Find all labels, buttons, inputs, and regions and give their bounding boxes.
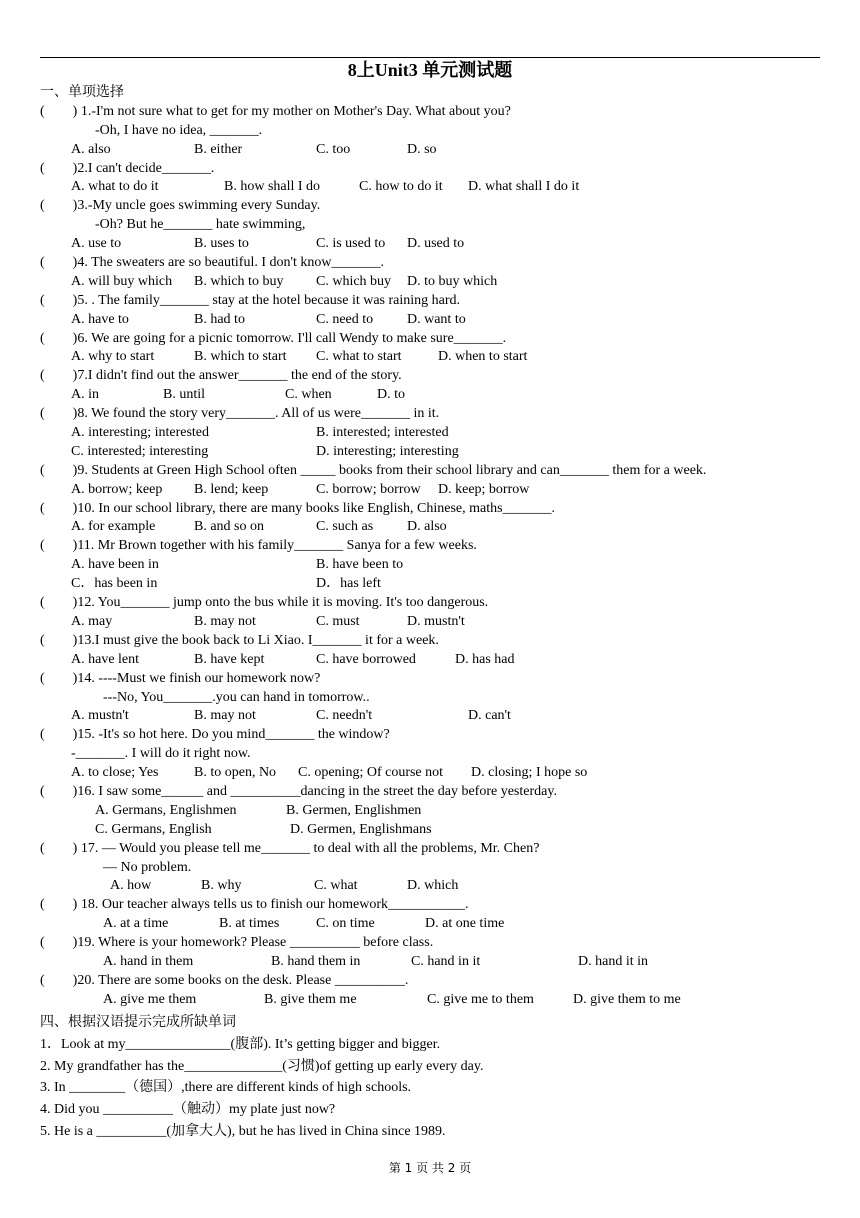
option: D. which — [407, 878, 459, 894]
option: C. need to — [316, 311, 374, 327]
question-text: ( )7.I didn't find out the answer_______ the end of the story. — [40, 368, 402, 384]
option: B. and so on — [194, 519, 264, 535]
option: C. what — [314, 878, 358, 894]
page-footer: 第 1 页 共 2 页 — [388, 1161, 472, 1175]
question-row — [0, 405, 860, 424]
question-row — [0, 859, 860, 878]
option: A. also — [71, 141, 111, 157]
question-row — [0, 726, 860, 745]
fill-item — [0, 1056, 860, 1078]
option: B. give them me — [264, 991, 357, 1007]
option: C. which buy — [316, 273, 392, 289]
option: A. use to — [71, 236, 122, 252]
fill-in-section — [0, 1012, 860, 1143]
question-row — [0, 292, 860, 311]
question-row — [0, 537, 860, 556]
question-text: ( )14. ----Must we finish our homework now? — [40, 670, 321, 686]
option: C. when — [285, 387, 332, 403]
fill-item — [0, 1121, 860, 1143]
option: A. give me them — [103, 991, 197, 1007]
options-row — [0, 481, 860, 500]
question-row — [0, 197, 860, 216]
question-row — [0, 216, 860, 235]
option: C. what to start — [316, 349, 402, 365]
question-text: -Oh, I have no idea, _______. — [95, 122, 263, 138]
option: D. has had — [455, 651, 515, 667]
question-row — [0, 367, 860, 386]
fill-text: 4. Did you __________（触动）my plate just now? — [40, 1102, 336, 1118]
question-text: ( )9. Students at Green High School often _____ books from their school library and can_______ them for a week. — [40, 462, 707, 478]
question-row — [0, 160, 860, 179]
option: D. keep; borrow — [438, 481, 530, 497]
option: C. opening; Of course not — [298, 765, 444, 781]
option: D. so — [407, 141, 437, 157]
question-text: — No problem. — [103, 859, 192, 875]
question-text: ( )8. We found the story very_______. All of us were_______ in it. — [40, 406, 440, 422]
option: A. what to do it — [71, 179, 159, 195]
options-row — [0, 443, 860, 462]
question-text: ( ) 17. — Would you please tell me_______ to deal with all the problems, Mr. Chen? — [40, 840, 540, 856]
option: D. used to — [407, 236, 465, 252]
option: C. how to do it — [359, 179, 443, 195]
question-row — [0, 103, 860, 122]
option: D. want to — [407, 311, 466, 327]
option: A. in — [71, 387, 99, 403]
option: B. which to start — [194, 349, 287, 365]
question-row — [0, 670, 860, 689]
option: C. needn't — [316, 708, 373, 724]
fill-item — [0, 1034, 860, 1056]
option: B. interested; interested — [316, 425, 449, 441]
option: D. what shall I do it — [468, 179, 580, 195]
option: C. have borrowed — [316, 651, 416, 667]
option: B. at times — [219, 916, 280, 932]
option: C. too — [316, 141, 351, 157]
option: A. to close; Yes — [71, 765, 159, 781]
question-row — [0, 122, 860, 141]
options-row — [0, 424, 860, 443]
question-text: ( )16. I saw some______ and __________dancing in the street the day before yesterday. — [40, 783, 557, 799]
option: C. such as — [316, 519, 374, 535]
option: A. have been in — [71, 557, 159, 573]
options-row — [0, 651, 860, 670]
option: C. give me to them — [427, 991, 534, 1007]
question-row — [0, 500, 860, 519]
question-text: ( )19. Where is your homework? Please __________ before class. — [40, 935, 434, 951]
option: B. have been to — [316, 557, 404, 573]
option: C．has been in — [71, 576, 158, 592]
multiple-choice-section — [0, 84, 860, 1010]
option: D. to — [377, 387, 405, 403]
options-row — [0, 141, 860, 160]
option: B. may not — [194, 708, 256, 724]
question-row — [0, 632, 860, 651]
option: C. interested; interesting — [71, 443, 209, 459]
options-row — [0, 613, 860, 632]
options-row — [0, 802, 860, 821]
option: B. how shall I do — [224, 179, 321, 195]
options-row — [0, 707, 860, 726]
question-text: ( )3.-My uncle goes swimming every Sunday. — [40, 198, 321, 214]
option: D. at one time — [425, 916, 505, 932]
option: C. must — [316, 613, 360, 629]
section-heading — [0, 1012, 860, 1034]
options-row — [0, 518, 860, 537]
question-row — [0, 745, 860, 764]
option: D. closing; I hope so — [471, 765, 588, 781]
options-row — [0, 556, 860, 575]
option: A. how — [110, 878, 152, 894]
option: B. uses to — [194, 236, 249, 252]
question-row — [0, 330, 860, 349]
question-text: -Oh? But he_______ hate swimming, — [95, 217, 306, 233]
question-text: ---No, You_______.you can hand in tomorrow.. — [103, 689, 370, 705]
question-row — [0, 594, 860, 613]
question-row — [0, 689, 860, 708]
question-row — [0, 840, 860, 859]
option: B. hand them in — [271, 953, 361, 969]
question-text: ( )15. -It's so hot here. Do you mind_______ the window? — [40, 727, 390, 743]
question-text: ( )5. . The family_______ stay at the hotel because it was raining hard. — [40, 292, 461, 308]
option: A. will buy which — [71, 273, 173, 289]
option: A. have lent — [71, 651, 140, 667]
fill-item — [0, 1099, 860, 1121]
option: B. which to buy — [194, 273, 284, 289]
options-row — [0, 877, 860, 896]
fill-item — [0, 1077, 860, 1099]
options-row — [0, 178, 860, 197]
option: D. interesting; interesting — [316, 443, 459, 459]
option: B. had to — [194, 311, 245, 327]
options-row — [0, 311, 860, 330]
option: A. borrow; keep — [71, 481, 163, 497]
option: B. have kept — [194, 651, 265, 667]
option: A. why to start — [71, 349, 155, 365]
option: B. until — [163, 387, 206, 403]
section-label: 四、根据汉语提示完成所缺单词 — [40, 1015, 236, 1030]
option: D. also — [407, 519, 447, 535]
options-row — [0, 915, 860, 934]
option: D. mustn't — [407, 613, 465, 629]
option: A. have to — [71, 311, 129, 327]
options-row — [0, 348, 860, 367]
options-row — [0, 821, 860, 840]
question-text: ( )2.I can't decide_______. — [40, 160, 215, 176]
options-row — [0, 273, 860, 292]
option: D．has left — [316, 576, 381, 592]
option: A. at a time — [103, 916, 169, 932]
question-text: ( )20. There are some books on the desk. Please __________. — [40, 972, 409, 988]
options-row — [0, 235, 860, 254]
option: B. why — [201, 878, 242, 894]
fill-text: 3. In ________（德国）,there are different kinds of high schools. — [40, 1080, 412, 1096]
fill-text: 5. He is a __________(加拿大人), but he has lived in China since 1989. — [40, 1123, 446, 1139]
option: C. is used to — [316, 236, 386, 252]
option: A. may — [71, 613, 113, 629]
options-row — [0, 953, 860, 972]
fill-text: 1．Look at my_______________(腹部). It’s getting bigger and bigger. — [40, 1036, 441, 1052]
question-text: ( ) 18. Our teacher always tells us to finish our homework___________. — [40, 897, 469, 913]
question-text: ( )12. You_______ jump onto the bus while it is moving. It's too dangerous. — [40, 595, 489, 611]
option: A. mustn't — [71, 708, 129, 724]
option: A. Germans, Englishmen — [95, 802, 237, 818]
section-label: 一、单项选择 — [40, 85, 124, 100]
option: A. interesting; interested — [71, 425, 210, 441]
options-row — [0, 764, 860, 783]
option: C. hand in it — [411, 953, 481, 969]
option: D. give them to me — [573, 991, 681, 1007]
option: B. may not — [194, 613, 256, 629]
section-heading — [0, 84, 860, 103]
question-text: ( )10. In our school library, there are many books like English, Chinese, maths_______. — [40, 500, 556, 516]
question-text: ( )13.I must give the book back to Li Xiao. I_______ it for a week. — [40, 632, 439, 648]
question-text: ( )6. We are going for a picnic tomorrow. I'll call Wendy to make sure_______. — [40, 330, 507, 346]
option: B. lend; keep — [194, 481, 269, 497]
question-row — [0, 896, 860, 915]
option: C. borrow; borrow — [316, 481, 421, 497]
option: B. Germen, Englishmen — [286, 802, 422, 818]
option: A. for example — [71, 519, 156, 535]
option: B. either — [194, 141, 243, 157]
option: D. hand it in — [578, 953, 648, 969]
question-text: ( )11. Mr Brown together with his family_______ Sanya for a few weeks. — [40, 538, 477, 554]
options-row — [0, 991, 860, 1010]
option: C. on time — [316, 916, 375, 932]
option: D. can't — [468, 708, 511, 724]
question-text: -_______. I will do it right now. — [71, 746, 251, 762]
options-row — [0, 575, 860, 594]
page-title: 8上Unit3 单元测试题 — [347, 60, 513, 80]
option: A. hand in them — [103, 953, 194, 969]
question-row — [0, 783, 860, 802]
question-row — [0, 972, 860, 991]
question-row — [0, 934, 860, 953]
option: D. Germen, Englishmans — [290, 821, 432, 837]
question-row — [0, 254, 860, 273]
question-text: ( ) 1.-I'm not sure what to get for my mother on Mother's Day. What about you? — [40, 103, 511, 119]
option: D. to buy which — [407, 273, 498, 289]
option: D. when to start — [438, 349, 528, 365]
option: B. to open, No — [194, 765, 277, 781]
question-row — [0, 462, 860, 481]
option: C. Germans, English — [95, 821, 212, 837]
fill-text: 2. My grandfather has the______________(习惯)of getting up early every day. — [40, 1058, 484, 1074]
options-row — [0, 386, 860, 405]
question-text: ( )4. The sweaters are so beautiful. I don't know_______. — [40, 255, 385, 271]
